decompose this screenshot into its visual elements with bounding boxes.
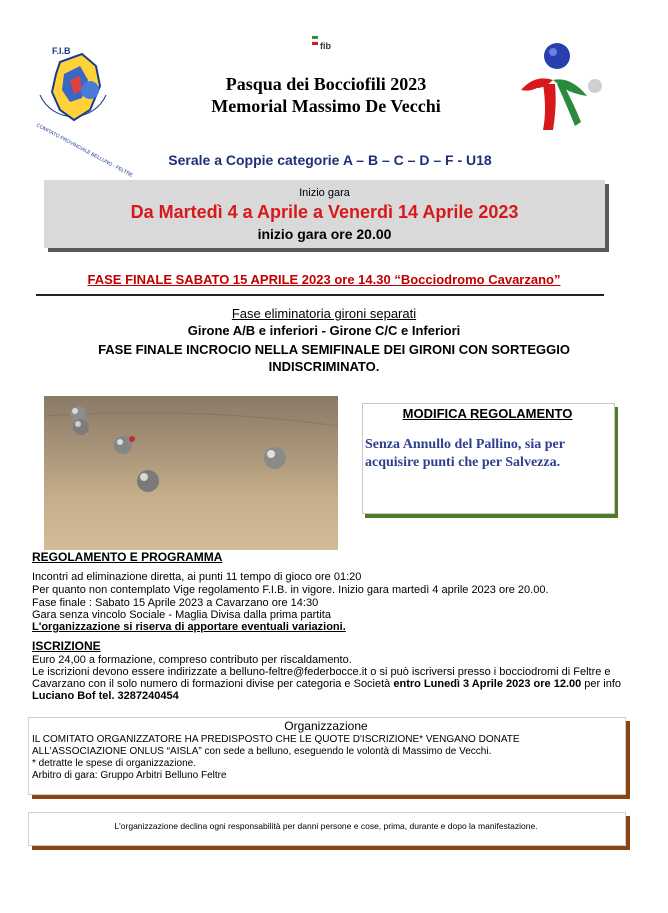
event-subtitle: Memorial Massimo De Vecchi (211, 96, 441, 116)
registration-heading: ISCRIZIONE (32, 639, 101, 653)
organization-line: IL COMITATO ORGANIZZATORE HA PREDISPOSTO CHE LE QUOTE D'ISCRIZIONE* VENGANO DONATE (32, 734, 520, 745)
registration-info-label: per info (581, 678, 621, 690)
elimination-phase-heading: Fase eliminatoria gironi separati (231, 306, 417, 321)
registration-text: Cavarzano con il solo numero di formazioni divise per categoria e Società (32, 678, 394, 690)
event-title: Pasqua dei Bocciofili 2023 (225, 74, 427, 94)
organization-title: Organizzazione (284, 719, 368, 733)
organization-line: * detratte le spese di organizzazione. (32, 758, 196, 769)
bocce-balls-photo (44, 396, 338, 550)
groups-line: Girone A/B e inferiori - Girone C/C e Inferiori (187, 323, 461, 338)
fib-federation-logo (308, 34, 344, 60)
liability-disclaimer: L'organizzazione declina ogni responsabilità per danni persone e cose, prima, durante e dopo la manifestazione. (114, 821, 538, 831)
registration-deadline: entro Lunedì 3 Aprile 2023 ore 12.00 (393, 678, 582, 690)
final-phase-notice: FASE FINALE SABATO 15 APRILE 2023 ore 14.30 “Bocciodromo Cavarzano” (87, 272, 561, 287)
organization-text (32, 734, 612, 782)
start-time: inizio gara ore 20.00 (257, 226, 392, 242)
fib-logo-ring-text: COMITATO PROVINCIALE BELLUNO - FELTRE (35, 122, 134, 179)
regulations-disclaimer: L'organizzazione si riserva di apportare eventuali variazioni. (32, 621, 346, 633)
bocce-figure-logo (515, 40, 603, 132)
final-phase-rule: FASE FINALE INCROCIO NELLA SEMIFINALE DEI GIRONI CON SORTEGGIO (98, 342, 570, 357)
rule-change-title: MODIFICA REGOLAMENTO (402, 406, 573, 421)
registration-instructions-cont (32, 678, 621, 691)
contact-info: Luciano Bof tel. 3287240454 (32, 690, 179, 702)
registration-fee: Euro 24,00 a formazione, compreso contributo per riscaldamento. (32, 654, 352, 666)
fib-federation-logo-text: fib (320, 41, 331, 51)
fib-logo-text: F.I.B (52, 46, 71, 56)
organization-line: ALL'ASSOCIAZIONE ONLUS “AISLA” con sede a belluno, eseguendo le volontà di Massimo de Vecchi. (32, 746, 492, 757)
date-range: Da Martedì 4 a Aprile a Venerdì 14 Aprile 2023 (130, 202, 519, 222)
organization-line: Arbitro di gara: Gruppo Arbitri Belluno Feltre (32, 770, 227, 781)
category-heading: Serale a Coppie categorie A – B – C – D – F - U18 (168, 152, 492, 168)
regulations-heading: REGOLAMENTO E PROGRAMMA (32, 550, 223, 564)
rule-change-text: Senza Annullo del Pallino, sia per acquisire punti che per Salvezza. (365, 437, 565, 470)
regulations-line: Incontri ad eliminazione diretta, ai punti 11 tempo di gioco ore 01:20 (32, 571, 362, 583)
regulations-line: Gara senza vincolo Sociale - Maglia Divisa dalla prima partita (32, 609, 331, 621)
regulations-line: Fase finale : Sabato 15 Aprile 2023 a Cavarzano ore 14:30 (32, 597, 319, 609)
date-box-label: Inizio gara (299, 187, 350, 199)
fib-committee-logo (30, 40, 134, 179)
final-phase-rule-cont: INDISCRIMINATO. (268, 359, 380, 374)
registration-instructions: Le iscrizioni devono essere indirizzate a belluno-feltre@federbocce.it o si può iscriversi presso i bocciodromi di Feltre e (32, 666, 611, 678)
date-box (44, 180, 605, 248)
regulations-line: Per quanto non contemplato Vige regolamento F.I.B. in vigore. Inizio gara martedì 4 aprile 2023 ore 20.00. (32, 584, 549, 596)
